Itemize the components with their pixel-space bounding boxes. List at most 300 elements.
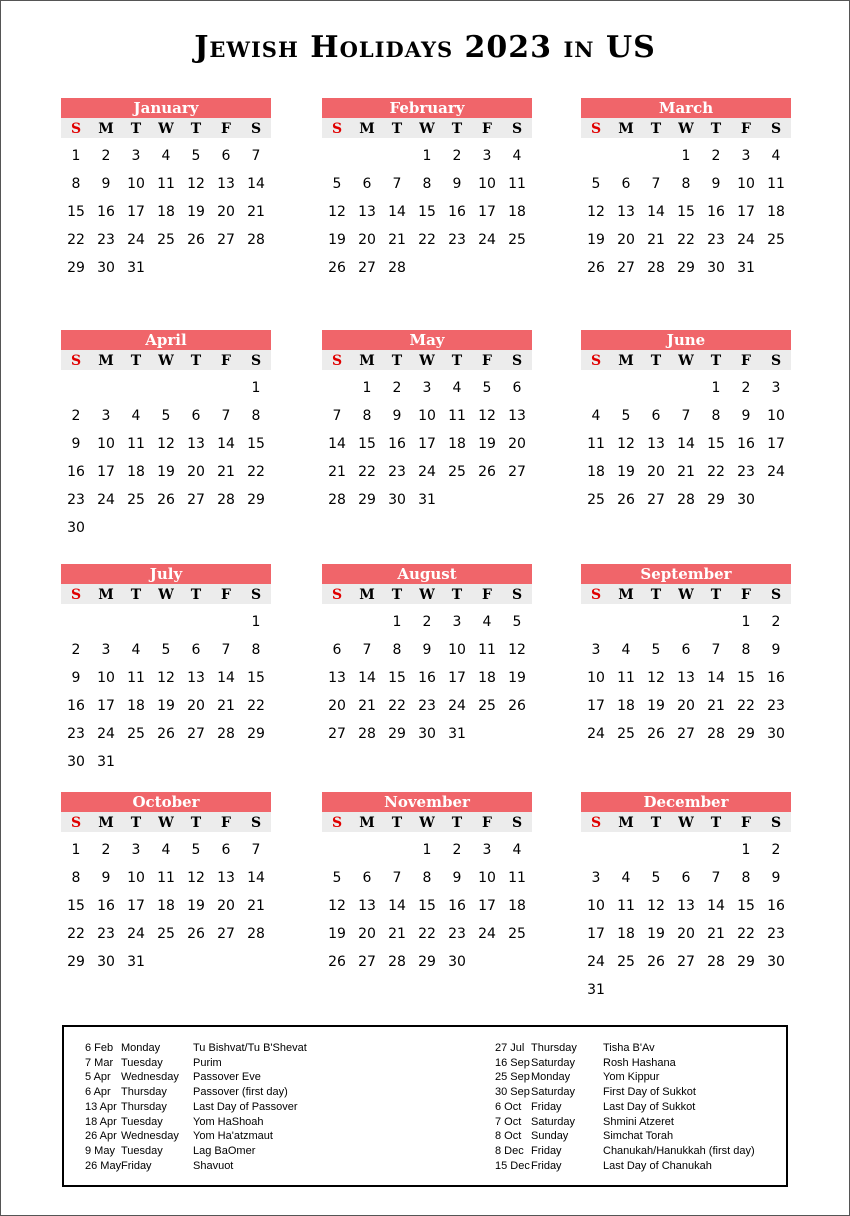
day-cell: 2 bbox=[101, 148, 111, 164]
empty-day bbox=[322, 608, 352, 636]
holiday-weekday: Wednesday bbox=[121, 1071, 179, 1084]
day-cell: 31 bbox=[127, 954, 145, 970]
day-cell: 5 bbox=[332, 870, 342, 886]
day-cell: 20 bbox=[187, 698, 205, 714]
day-grid bbox=[61, 608, 271, 776]
day-cell: 10 bbox=[127, 870, 145, 886]
day-cell: 5 bbox=[512, 614, 522, 630]
day-cell: 24 bbox=[97, 726, 115, 742]
weekday-label: T bbox=[130, 353, 142, 369]
holiday-name: Yom Ha'atzmaut bbox=[193, 1130, 273, 1143]
day-cell: 8 bbox=[251, 642, 261, 658]
day-cell: 2 bbox=[71, 408, 81, 424]
holiday-row bbox=[495, 1144, 755, 1159]
day-cell: 19 bbox=[587, 232, 605, 248]
day-cell: 19 bbox=[328, 926, 346, 942]
empty-day bbox=[581, 374, 611, 402]
month-name: September bbox=[581, 564, 791, 584]
empty-day bbox=[671, 374, 701, 402]
day-cell: 27 bbox=[217, 232, 235, 248]
day-cell: 11 bbox=[617, 898, 635, 914]
day-cell: 28 bbox=[388, 954, 406, 970]
weekday-label: S bbox=[331, 353, 343, 369]
holiday-name: Shmini Atzeret bbox=[603, 1115, 674, 1128]
day-cell: 26 bbox=[508, 698, 526, 714]
weekday-label: S bbox=[70, 121, 82, 137]
empty-day bbox=[322, 374, 352, 402]
day-cell: 20 bbox=[617, 232, 635, 248]
day-cell: 7 bbox=[711, 642, 721, 658]
empty-day bbox=[211, 374, 241, 402]
day-cell: 13 bbox=[358, 898, 376, 914]
day-cell: 11 bbox=[448, 408, 466, 424]
weekday-label: T bbox=[391, 353, 403, 369]
day-cell: 20 bbox=[358, 926, 376, 942]
day-cell: 14 bbox=[647, 204, 665, 220]
month-name: December bbox=[581, 792, 791, 812]
weekday-label: W bbox=[419, 353, 435, 369]
weekday-label: F bbox=[221, 587, 231, 603]
empty-day bbox=[352, 608, 382, 636]
day-cell: 8 bbox=[71, 176, 81, 192]
day-cell: 9 bbox=[71, 436, 81, 452]
day-cell: 24 bbox=[127, 232, 145, 248]
weekday-label: W bbox=[419, 815, 435, 831]
weekday-label: F bbox=[482, 587, 492, 603]
day-cell: 9 bbox=[392, 408, 402, 424]
day-cell: 18 bbox=[478, 670, 496, 686]
weekday-label: T bbox=[391, 815, 403, 831]
day-cell: 12 bbox=[328, 898, 346, 914]
weekday-label: T bbox=[451, 121, 463, 137]
holiday-weekday: Friday bbox=[531, 1159, 562, 1172]
day-cell: 8 bbox=[681, 176, 691, 192]
day-cell: 8 bbox=[422, 870, 432, 886]
day-cell: 12 bbox=[647, 670, 665, 686]
day-cell: 8 bbox=[422, 176, 432, 192]
holiday-name: Simchat Torah bbox=[603, 1130, 674, 1143]
day-cell: 18 bbox=[587, 464, 605, 480]
empty-day bbox=[611, 836, 641, 864]
day-cell: 23 bbox=[67, 492, 85, 508]
day-cell: 1 bbox=[392, 614, 402, 630]
day-cell: 24 bbox=[587, 726, 605, 742]
month-name: March bbox=[581, 98, 791, 118]
day-cell: 2 bbox=[711, 148, 721, 164]
day-cell: 17 bbox=[587, 698, 605, 714]
day-cell: 29 bbox=[418, 954, 436, 970]
month-february bbox=[322, 98, 532, 282]
day-cell: 16 bbox=[97, 898, 115, 914]
day-cell: 31 bbox=[97, 754, 115, 770]
holiday-date: 8 Dec bbox=[495, 1144, 524, 1157]
holiday-row bbox=[85, 1070, 307, 1085]
day-cell: 3 bbox=[101, 642, 111, 658]
day-cell: 23 bbox=[388, 464, 406, 480]
holiday-weekday: Monday bbox=[121, 1042, 161, 1054]
day-cell: 19 bbox=[647, 698, 665, 714]
weekday-label: F bbox=[482, 815, 492, 831]
day-cell: 11 bbox=[508, 870, 526, 886]
weekday-label: S bbox=[590, 587, 602, 603]
day-cell: 16 bbox=[388, 436, 406, 452]
holiday-name: Passover Eve bbox=[193, 1071, 261, 1084]
day-cell: 23 bbox=[67, 726, 85, 742]
day-cell: 11 bbox=[587, 436, 605, 452]
day-cell: 27 bbox=[328, 726, 346, 742]
month-name: November bbox=[322, 792, 532, 812]
weekday-header bbox=[322, 584, 532, 604]
day-cell: 6 bbox=[191, 642, 201, 658]
empty-day bbox=[181, 374, 211, 402]
day-cell: 28 bbox=[217, 726, 235, 742]
day-cell: 6 bbox=[681, 870, 691, 886]
day-grid bbox=[322, 142, 532, 282]
month-name: July bbox=[61, 564, 271, 584]
day-cell: 28 bbox=[247, 232, 265, 248]
day-cell: 5 bbox=[191, 148, 201, 164]
holiday-weekday: Thursday bbox=[121, 1100, 167, 1113]
day-cell: 19 bbox=[508, 670, 526, 686]
month-july bbox=[61, 564, 271, 776]
day-cell: 28 bbox=[707, 954, 725, 970]
holiday-date: 26 May bbox=[85, 1159, 122, 1172]
day-cell: 30 bbox=[97, 954, 115, 970]
day-cell: 19 bbox=[328, 232, 346, 248]
weekday-label: T bbox=[190, 353, 202, 369]
weekday-label: T bbox=[710, 121, 722, 137]
day-cell: 27 bbox=[358, 954, 376, 970]
day-cell: 21 bbox=[647, 232, 665, 248]
day-cell: 29 bbox=[388, 726, 406, 742]
day-cell: 26 bbox=[647, 726, 665, 742]
day-cell: 1 bbox=[681, 148, 691, 164]
day-grid bbox=[322, 374, 532, 514]
month-name: April bbox=[61, 330, 271, 350]
day-cell: 27 bbox=[677, 726, 695, 742]
weekday-label: M bbox=[98, 587, 114, 603]
day-cell: 20 bbox=[677, 698, 695, 714]
weekday-label: W bbox=[158, 815, 174, 831]
holiday-weekday: Friday bbox=[121, 1159, 152, 1172]
empty-day bbox=[61, 374, 91, 402]
day-cell: 24 bbox=[97, 492, 115, 508]
day-cell: 9 bbox=[452, 176, 462, 192]
day-cell: 15 bbox=[418, 204, 436, 220]
holiday-row bbox=[85, 1129, 307, 1144]
day-cell: 15 bbox=[358, 436, 376, 452]
weekday-label: F bbox=[741, 121, 751, 137]
day-cell: 10 bbox=[587, 670, 605, 686]
month-november bbox=[322, 792, 532, 976]
weekday-label: T bbox=[650, 815, 662, 831]
empty-day bbox=[611, 374, 641, 402]
weekday-label: T bbox=[650, 587, 662, 603]
holiday-name: Purim bbox=[193, 1056, 222, 1069]
day-cell: 28 bbox=[217, 492, 235, 508]
day-cell: 26 bbox=[328, 260, 346, 276]
day-cell: 16 bbox=[448, 898, 466, 914]
empty-day bbox=[641, 608, 671, 636]
holiday-date: 9 May bbox=[85, 1144, 115, 1157]
weekday-label: S bbox=[770, 815, 782, 831]
holiday-date: 7 Mar bbox=[85, 1056, 114, 1069]
day-cell: 13 bbox=[617, 204, 635, 220]
holiday-row bbox=[85, 1100, 307, 1115]
day-cell: 9 bbox=[422, 642, 432, 658]
day-cell: 28 bbox=[328, 492, 346, 508]
day-cell: 9 bbox=[101, 870, 111, 886]
day-cell: 4 bbox=[482, 614, 492, 630]
day-cell: 16 bbox=[418, 670, 436, 686]
day-cell: 17 bbox=[767, 436, 785, 452]
day-cell: 12 bbox=[587, 204, 605, 220]
day-cell: 10 bbox=[448, 642, 466, 658]
day-cell: 26 bbox=[157, 492, 175, 508]
day-cell: 22 bbox=[247, 464, 265, 480]
day-cell: 4 bbox=[131, 642, 141, 658]
weekday-label: M bbox=[618, 353, 634, 369]
day-cell: 14 bbox=[328, 436, 346, 452]
day-cell: 25 bbox=[617, 954, 635, 970]
day-cell: 29 bbox=[67, 260, 85, 276]
month-name: August bbox=[322, 564, 532, 584]
day-cell: 3 bbox=[591, 642, 601, 658]
weekday-label: W bbox=[678, 815, 694, 831]
weekday-label: W bbox=[158, 353, 174, 369]
weekday-label: S bbox=[511, 121, 523, 137]
weekday-label: T bbox=[130, 815, 142, 831]
day-cell: 25 bbox=[617, 726, 635, 742]
day-cell: 25 bbox=[478, 698, 496, 714]
weekday-label: T bbox=[190, 121, 202, 137]
weekday-label: F bbox=[741, 587, 751, 603]
empty-day bbox=[581, 836, 611, 864]
day-cell: 16 bbox=[707, 204, 725, 220]
weekday-label: S bbox=[590, 353, 602, 369]
weekday-label: W bbox=[678, 121, 694, 137]
month-name: February bbox=[322, 98, 532, 118]
holiday-date: 30 Sep bbox=[495, 1086, 530, 1099]
day-cell: 6 bbox=[512, 380, 522, 396]
month-may bbox=[322, 330, 532, 514]
empty-day bbox=[701, 608, 731, 636]
empty-day bbox=[581, 142, 611, 170]
day-cell: 15 bbox=[247, 436, 265, 452]
weekday-header bbox=[322, 118, 532, 138]
weekday-label: T bbox=[190, 587, 202, 603]
day-cell: 13 bbox=[217, 176, 235, 192]
day-cell: 26 bbox=[617, 492, 635, 508]
day-cell: 8 bbox=[741, 870, 751, 886]
empty-day bbox=[91, 608, 121, 636]
day-cell: 20 bbox=[647, 464, 665, 480]
holiday-date: 25 Sep bbox=[495, 1071, 530, 1084]
day-cell: 30 bbox=[67, 754, 85, 770]
day-cell: 25 bbox=[767, 232, 785, 248]
day-cell: 10 bbox=[418, 408, 436, 424]
day-cell: 23 bbox=[448, 232, 466, 248]
weekday-label: M bbox=[359, 587, 375, 603]
holiday-row bbox=[85, 1144, 307, 1159]
day-cell: 1 bbox=[422, 148, 432, 164]
day-cell: 25 bbox=[508, 926, 526, 942]
weekday-label: S bbox=[331, 815, 343, 831]
day-cell: 11 bbox=[478, 642, 496, 658]
day-cell: 4 bbox=[771, 148, 781, 164]
day-cell: 27 bbox=[217, 926, 235, 942]
day-cell: 11 bbox=[617, 670, 635, 686]
day-cell: 23 bbox=[767, 698, 785, 714]
holiday-row bbox=[495, 1159, 755, 1174]
holiday-name: Last Day of Chanukah bbox=[603, 1159, 712, 1172]
day-cell: 8 bbox=[741, 642, 751, 658]
day-cell: 10 bbox=[97, 670, 115, 686]
day-cell: 4 bbox=[161, 842, 171, 858]
empty-day bbox=[671, 608, 701, 636]
day-cell: 11 bbox=[127, 670, 145, 686]
day-cell: 26 bbox=[587, 260, 605, 276]
weekday-label: S bbox=[70, 587, 82, 603]
day-cell: 8 bbox=[392, 642, 402, 658]
day-cell: 3 bbox=[771, 380, 781, 396]
day-cell: 9 bbox=[711, 176, 721, 192]
holiday-date: 18 Apr bbox=[85, 1115, 117, 1128]
day-cell: 17 bbox=[97, 464, 115, 480]
day-cell: 30 bbox=[418, 726, 436, 742]
day-cell: 23 bbox=[97, 926, 115, 942]
day-cell: 7 bbox=[681, 408, 691, 424]
day-cell: 21 bbox=[388, 232, 406, 248]
day-cell: 6 bbox=[681, 642, 691, 658]
holiday-date: 6 Apr bbox=[85, 1086, 111, 1099]
day-cell: 14 bbox=[388, 898, 406, 914]
weekday-label: M bbox=[618, 815, 634, 831]
weekday-label: S bbox=[511, 587, 523, 603]
empty-day bbox=[382, 836, 412, 864]
day-cell: 19 bbox=[157, 464, 175, 480]
empty-day bbox=[611, 142, 641, 170]
day-cell: 4 bbox=[512, 842, 522, 858]
day-cell: 3 bbox=[422, 380, 432, 396]
day-cell: 17 bbox=[478, 898, 496, 914]
empty-day bbox=[151, 608, 181, 636]
day-cell: 28 bbox=[707, 726, 725, 742]
day-grid bbox=[581, 142, 791, 282]
weekday-label: T bbox=[710, 587, 722, 603]
holiday-date: 8 Oct bbox=[495, 1130, 522, 1143]
weekday-header bbox=[581, 584, 791, 604]
day-cell: 18 bbox=[448, 436, 466, 452]
day-cell: 2 bbox=[741, 380, 751, 396]
day-cell: 28 bbox=[388, 260, 406, 276]
weekday-label: F bbox=[741, 815, 751, 831]
day-cell: 3 bbox=[482, 148, 492, 164]
empty-day bbox=[352, 836, 382, 864]
day-cell: 28 bbox=[677, 492, 695, 508]
holiday-row bbox=[495, 1070, 755, 1085]
empty-day bbox=[181, 608, 211, 636]
holiday-row bbox=[85, 1085, 307, 1100]
day-cell: 4 bbox=[131, 408, 141, 424]
day-cell: 14 bbox=[707, 898, 725, 914]
empty-day bbox=[322, 142, 352, 170]
day-cell: 22 bbox=[707, 464, 725, 480]
holiday-row bbox=[85, 1056, 307, 1071]
day-cell: 16 bbox=[737, 436, 755, 452]
holiday-weekday: Wednesday bbox=[121, 1130, 179, 1143]
day-cell: 13 bbox=[647, 436, 665, 452]
holiday-name: Last Day of Passover bbox=[193, 1100, 298, 1113]
day-cell: 23 bbox=[767, 926, 785, 942]
day-cell: 17 bbox=[418, 436, 436, 452]
day-grid bbox=[61, 836, 271, 976]
holiday-weekday: Friday bbox=[531, 1100, 562, 1113]
day-cell: 27 bbox=[677, 954, 695, 970]
empty-day bbox=[91, 374, 121, 402]
day-cell: 5 bbox=[161, 408, 171, 424]
day-cell: 20 bbox=[328, 698, 346, 714]
day-cell: 6 bbox=[362, 176, 372, 192]
weekday-label: S bbox=[70, 815, 82, 831]
day-cell: 11 bbox=[767, 176, 785, 192]
day-cell: 2 bbox=[771, 842, 781, 858]
day-cell: 21 bbox=[328, 464, 346, 480]
weekday-label: S bbox=[590, 121, 602, 137]
day-cell: 29 bbox=[707, 492, 725, 508]
day-cell: 10 bbox=[127, 176, 145, 192]
day-cell: 15 bbox=[67, 204, 85, 220]
day-cell: 1 bbox=[422, 842, 432, 858]
day-cell: 15 bbox=[388, 670, 406, 686]
day-cell: 4 bbox=[512, 148, 522, 164]
day-cell: 18 bbox=[767, 204, 785, 220]
day-cell: 15 bbox=[247, 670, 265, 686]
day-cell: 13 bbox=[328, 670, 346, 686]
weekday-label: S bbox=[250, 353, 262, 369]
weekday-header bbox=[61, 350, 271, 370]
day-cell: 3 bbox=[452, 614, 462, 630]
day-cell: 7 bbox=[711, 870, 721, 886]
holiday-date: 16 Sep bbox=[495, 1056, 530, 1069]
day-cell: 1 bbox=[251, 380, 261, 396]
day-cell: 9 bbox=[771, 642, 781, 658]
holiday-name: Tu Bishvat/Tu B'Shevat bbox=[193, 1042, 307, 1054]
day-cell: 22 bbox=[418, 926, 436, 942]
day-cell: 15 bbox=[67, 898, 85, 914]
holiday-weekday: Sunday bbox=[531, 1130, 569, 1143]
day-cell: 12 bbox=[328, 204, 346, 220]
weekday-label: F bbox=[221, 815, 231, 831]
holiday-date: 27 Jul bbox=[495, 1042, 525, 1054]
day-cell: 16 bbox=[448, 204, 466, 220]
day-cell: 20 bbox=[508, 436, 526, 452]
day-cell: 31 bbox=[737, 260, 755, 276]
weekday-label: S bbox=[331, 121, 343, 137]
day-cell: 12 bbox=[187, 176, 205, 192]
day-cell: 2 bbox=[452, 842, 462, 858]
weekday-label: S bbox=[590, 815, 602, 831]
day-cell: 29 bbox=[737, 954, 755, 970]
weekday-label: M bbox=[98, 815, 114, 831]
weekday-header bbox=[322, 812, 532, 832]
day-cell: 10 bbox=[478, 176, 496, 192]
weekday-label: T bbox=[710, 353, 722, 369]
day-cell: 30 bbox=[97, 260, 115, 276]
month-january bbox=[61, 98, 271, 282]
day-cell: 24 bbox=[448, 698, 466, 714]
weekday-label: M bbox=[618, 587, 634, 603]
